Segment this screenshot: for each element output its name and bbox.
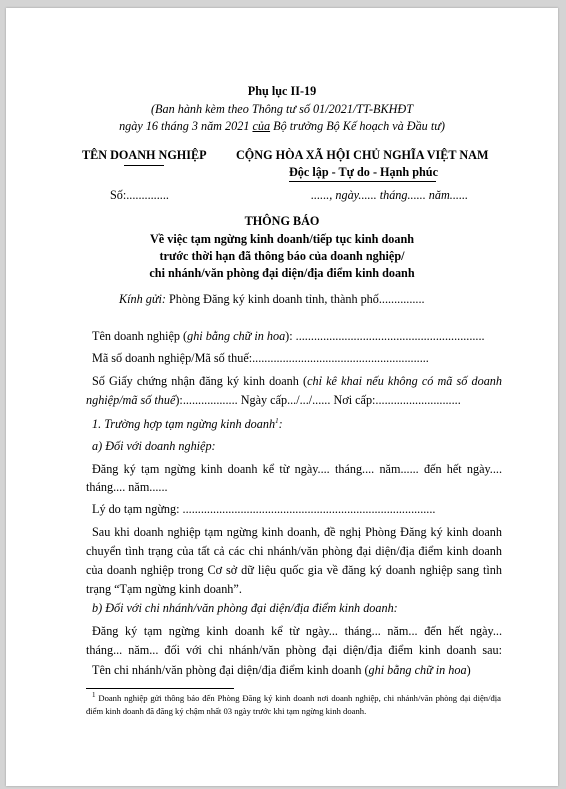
tax-code-field: Mã số doanh nghiệp/Mã số thuế:..........................................................	[92, 351, 429, 365]
branch-suspension-line-2: tháng... năm... đối với chi nhánh/văn phòng đại diện/địa điểm kinh doanh sau:	[86, 643, 502, 657]
recipient-line	[119, 292, 425, 307]
country-name: CỘNG HÒA XÃ HỘI CHỦ NGHĨA VIỆT NAM	[236, 148, 489, 162]
suspension-reason: Lý do tạm ngừng: ...................................................................................	[92, 502, 436, 516]
section-1-heading: 1. Trường hợp tạm ngừng kinh doanh$^1$:	[92, 416, 283, 431]
notice-subject-line-3: chi nhánh/văn phòng đại diện/địa điểm kinh doanh	[149, 266, 415, 280]
suspension-date-line-2: tháng.... năm......	[86, 480, 168, 494]
issuance-line-2: ngày 16 tháng 3 năm 2021 của Bộ trưởng Bộ Kế hoạch và Đầu tư)	[119, 119, 445, 133]
company-name-header: TÊN DOANH NGHIỆP	[82, 148, 207, 162]
document-number: Số:..............	[110, 188, 169, 202]
company-name-underline	[124, 165, 164, 166]
section-b-heading: b) Đối với chi nhánh/văn phòng đại diện/địa điểm kinh doanh:	[92, 601, 398, 615]
recipient-label: Kính gửi:	[119, 292, 166, 306]
national-motto: Độc lập - Tự do - Hạnh phúc	[289, 165, 438, 179]
company-name-field: Tên doanh nghiệp (ghi bằng chữ in hoa): ..............................................................	[92, 329, 485, 343]
branch-suspension-line-1: Đăng ký tạm ngừng kinh doanh kể từ ngày... tháng... năm... đến hết ngày...	[92, 624, 502, 638]
date-line: ......, ngày...... tháng...... năm......	[311, 188, 469, 202]
motto-underline	[289, 181, 436, 182]
footnote	[86, 692, 501, 718]
notice-subject-line-2: trước thời hạn đã thông báo của doanh nghiệp/	[159, 249, 405, 263]
branch-status-paragraph: Sau khi doanh nghiệp tạm ngừng kinh doanh, đề nghị Phòng Đăng ký kinh doanh chuyển tình trạng của tất cả các chi nhánh/văn phòng đại diện/địa điểm kinh doanh của doanh nghiệp trong Cơ sở dữ liệu quốc gia về đăng ký doanh nghiệp sang tình trạng “Tạm ngừng kinh doanh”.	[86, 525, 502, 596]
notice-subject-line-1: Về việc tạm ngừng kinh doanh/tiếp tục kinh doanh	[150, 232, 414, 246]
footnote-reference: 1	[275, 416, 279, 425]
document-page	[6, 8, 558, 786]
issuance-line-1: (Ban hành kèm theo Thông tư số 01/2021/TT-BKHĐT	[150, 102, 414, 116]
footnote-separator	[86, 688, 234, 689]
certificate-field: Số Giấy chứng nhận đăng ký kinh doanh (chỉ kê khai nếu không có mã số doanh nghiệp/mã số thuế):.................. Ngày cấp.../.../...... Nơi cấp:............................	[86, 374, 502, 407]
notice-title: THÔNG BÁO	[244, 214, 320, 228]
recipient-value: Phòng Đăng ký kinh doanh tỉnh, thành phố...............	[165, 292, 425, 306]
suspension-date-line-1: Đăng ký tạm ngừng kinh doanh kể từ ngày.... tháng.... năm...... đến hết ngày....	[92, 462, 502, 476]
branch-name-field: Tên chi nhánh/văn phòng đại diện/địa điểm kinh doanh (ghi bằng chữ in hoa)	[92, 663, 471, 677]
footnote-number: 1	[92, 691, 96, 700]
section-a-heading: a) Đối với doanh nghiệp:	[92, 439, 216, 453]
appendix-title: Phụ lục II-19	[247, 84, 317, 98]
footnote-text: Doanh nghiệp gửi thông báo đến Phòng Đăng ký kinh doanh nơi doanh nghiệp, chi nhánh/văn phòng đại diện/địa điểm kinh doanh đã đăng ký chậm nhất 03 ngày trước khi tạm ngừng kinh doanh.	[86, 693, 501, 716]
